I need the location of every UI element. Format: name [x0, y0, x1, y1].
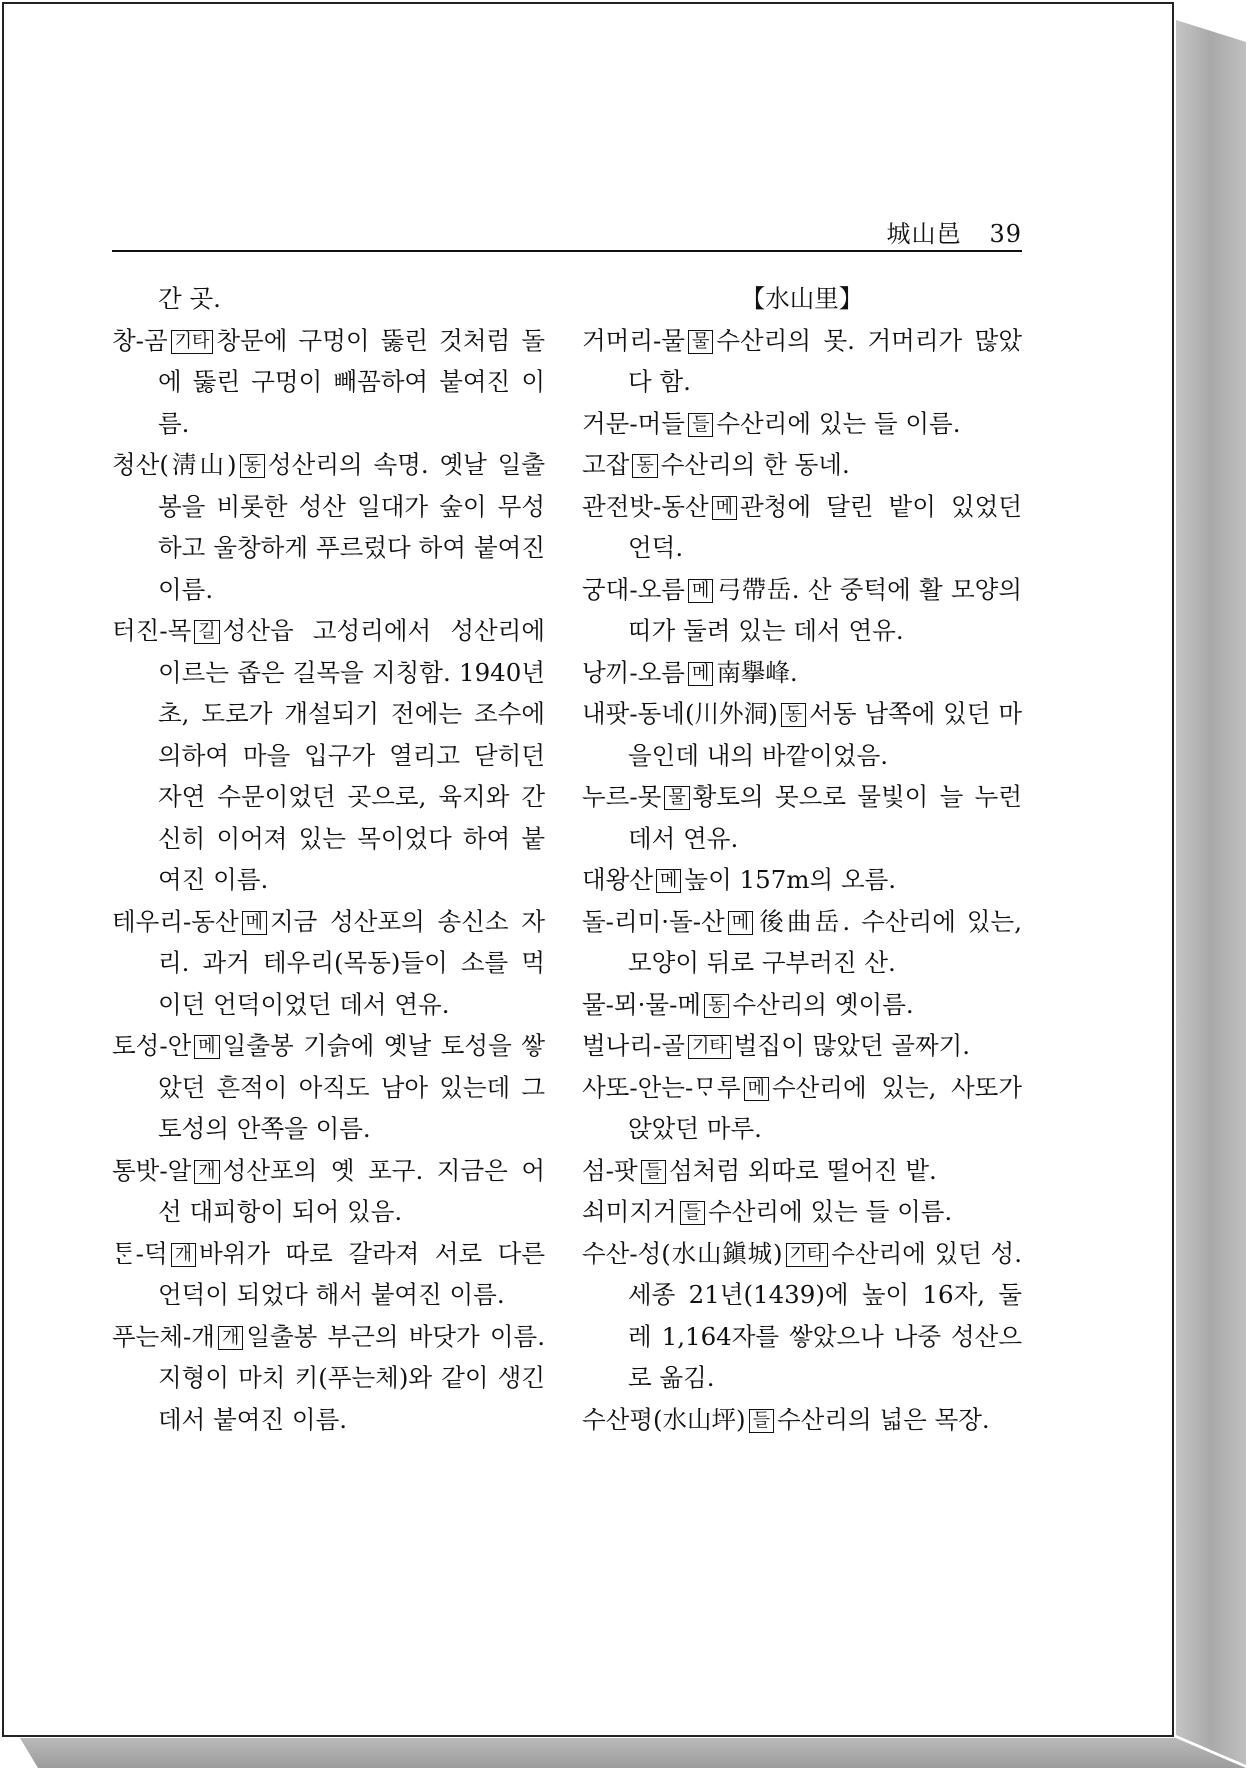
dictionary-entry — [582, 403, 1022, 445]
entry-term: 테우리-동산 — [112, 906, 239, 936]
entry-definition: 황토의 못으로 물빛이 늘 누런 데서 연유. — [628, 782, 1022, 853]
category-tag: 메 — [728, 911, 753, 935]
entry-term: ᄐᆞᆫ-덕 — [112, 1238, 168, 1268]
category-tag: 메 — [744, 1077, 769, 1101]
entry-definition: 바위가 따로 갈라져 서로 다른 언덕이 되었다 해서 붙여진 이름. — [158, 1238, 545, 1309]
dictionary-entry — [582, 1233, 1022, 1399]
category-tag: 동 — [781, 703, 806, 727]
right-column — [582, 278, 1022, 1440]
dictionary-entry — [582, 984, 1022, 1026]
dictionary-entry — [582, 1150, 1022, 1192]
dictionary-entry — [112, 278, 545, 320]
entry-definition: 南擧峰. — [716, 657, 798, 687]
category-tag: 개 — [218, 1326, 243, 1350]
entry-definition: 벌집이 많았던 골짜기. — [733, 1031, 971, 1060]
entry-definition: 수산리의 넓은 목장. — [777, 1404, 990, 1434]
entry-definition: 수산리에 있는, 사또가 앉았던 마루. — [628, 1072, 1022, 1143]
entry-term: 푸는체-개 — [112, 1321, 215, 1351]
dictionary-entry — [582, 1399, 1022, 1441]
entry-term: 수산-성(水山鎭城) — [582, 1238, 783, 1268]
category-tag: 기타 — [171, 330, 214, 354]
category-tag: 메 — [688, 662, 713, 686]
entry-term: 청산(淸山) — [112, 450, 237, 479]
page-stack-edge — [1176, 20, 1246, 1765]
entry-definition: 일출봉 부근의 바닷가 이름. 지형이 마치 키(푸는체)와 같이 생긴 데서 붙여진 이름. — [158, 1321, 545, 1434]
category-tag: 들 — [680, 1201, 705, 1225]
dictionary-entry — [112, 901, 545, 1026]
category-tag: 동 — [632, 454, 657, 478]
section-heading: 【水山里】 — [740, 284, 864, 313]
category-tag: 들 — [749, 1409, 774, 1433]
entry-term: 창-곰 — [112, 325, 168, 355]
dictionary-entry — [112, 1233, 545, 1316]
dictionary-entry — [582, 1025, 1022, 1067]
entry-term: 벌나리-골 — [582, 1031, 685, 1060]
dictionary-entry — [582, 320, 1022, 403]
dictionary-entry — [582, 486, 1022, 569]
entry-definition: 성산읍 고성리에서 성산리에 이르는 좁은 길목을 지칭함. 1940년 초, 도로가 개설되기 전에는 조수에 의하여 마을 입구가 열리고 닫히던 자연 수문이었던 곳으로, 육지와 간신히 이어져 있는 목이었다 하여 붙여진 이름. — [158, 616, 545, 894]
category-tag: 개 — [194, 1160, 219, 1184]
dictionary-entry — [582, 1191, 1022, 1233]
entry-term: 수산평(水山坪) — [582, 1404, 746, 1434]
category-tag: 들 — [641, 1160, 666, 1184]
entry-definition: 성산포의 옛 포구. 지금은 어선 대피항이 되어 있음. — [158, 1155, 545, 1226]
entry-term: 궁대-오름 — [582, 574, 685, 604]
page-stack-bottom — [20, 1738, 1246, 1768]
entry-term: 내팟-동네(川外洞) — [582, 699, 778, 728]
category-tag: 물 — [664, 786, 689, 810]
entry-definition: 수산리에 있는 들 이름. — [716, 408, 961, 438]
entry-definition: 서동 남쪽에 있던 마을인데 내의 바깥이었음. — [628, 699, 1023, 770]
entry-term: 거머리-물 — [582, 325, 685, 355]
entry-term: 사또-안는-ᄆᆞ루 — [582, 1072, 741, 1102]
entry-term: 통밧-알 — [112, 1155, 192, 1185]
entry-term: 섬-팟 — [582, 1155, 638, 1185]
entry-definition: 後曲岳. 수산리에 있는, 모양이 뒤로 구부러진 산. — [628, 906, 1022, 977]
category-tag: 메 — [688, 579, 713, 603]
entry-definition: 수산리에 있던 성. 세종 21년(1439)에 높이 16자, 둘레 1,164자를 쌓았으나 나중 성산으로 옮김. — [628, 1238, 1022, 1392]
entry-term: 관전밧-동산 — [582, 491, 709, 521]
category-tag: 개 — [171, 1243, 196, 1267]
page-number: 39 — [989, 220, 1022, 248]
entry-definition: 수산리의 못. 거머리가 많았다 함. — [628, 325, 1022, 396]
category-tag: 물 — [688, 330, 713, 354]
entry-term: 토성-안 — [112, 1031, 192, 1060]
category-tag: 동 — [704, 994, 729, 1018]
entry-definition: 수산리의 옛이름. — [732, 989, 914, 1019]
entry-term: 쇠미지거 — [582, 1197, 677, 1226]
dictionary-entry — [582, 693, 1022, 776]
entry-definition: 관청에 달린 밭이 있었던 언덕. — [628, 491, 1022, 562]
entry-definition: 弓帶岳. 산 중턱에 활 모양의 띠가 둘려 있는 데서 연유. — [628, 574, 1022, 645]
entry-term: 거문-머들 — [582, 408, 685, 438]
entry-definition: 일출봉 기슭에 옛날 토성을 쌓았던 흔적이 아직도 남아 있는데 그 토성의 안쪽을 이름. — [158, 1031, 545, 1143]
category-tag: 기타 — [688, 1035, 731, 1059]
category-tag: 메 — [656, 869, 681, 893]
entry-definition: 높이 157m의 오름. — [684, 865, 897, 894]
entry-definition: 섬처럼 외따로 떨어진 밭. — [669, 1155, 937, 1185]
dictionary-entry — [582, 569, 1022, 652]
entry-definition: 간 곳. — [158, 284, 221, 313]
dictionary-entry — [112, 1025, 545, 1150]
dictionary-entry — [112, 320, 545, 445]
category-tag: 동 — [240, 454, 265, 478]
category-tag: 메 — [194, 1035, 219, 1059]
entry-definition: 창문에 구멍이 뚫린 것처럼 돌에 뚫린 구멍이 빼꼼하여 붙여진 이름. — [158, 325, 545, 438]
category-tag: 들 — [688, 413, 713, 437]
entry-term: 누르-못 — [582, 782, 662, 811]
category-tag: 메 — [242, 911, 267, 935]
entry-definition: 수산리에 있는 들 이름. — [708, 1197, 953, 1226]
dictionary-entry — [112, 610, 545, 901]
entry-term: 물-뫼·물-메 — [582, 989, 702, 1019]
left-column — [112, 278, 545, 1440]
dictionary-entry — [112, 1316, 545, 1441]
entry-term: 돌-리미·돌-산 — [582, 906, 725, 936]
category-tag: 메 — [712, 496, 737, 520]
header-title: 城山邑 — [886, 220, 962, 248]
dictionary-entry — [582, 776, 1022, 859]
entry-definition: 성산리의 속명. 옛날 일출봉을 비롯한 성산 일대가 숲이 무성하고 울창하게 푸르렀다 하여 붙여진 이름. — [158, 450, 546, 604]
dictionary-entry — [582, 859, 1022, 901]
entry-term: 낭끼-오름 — [582, 657, 685, 687]
category-tag: 길 — [194, 620, 219, 644]
running-header — [112, 210, 1022, 252]
dictionary-entry — [112, 444, 545, 610]
entry-term: 대왕산 — [582, 865, 654, 894]
dictionary-entry — [582, 444, 1022, 486]
category-tag: 기타 — [786, 1243, 829, 1267]
entry-definition: 수산리의 한 동네. — [660, 450, 850, 479]
dictionary-entry — [112, 1150, 545, 1233]
dictionary-entry — [582, 901, 1022, 984]
dictionary-entry — [582, 652, 1022, 694]
dictionary-entry — [582, 1067, 1022, 1150]
entry-term: 터진-목 — [112, 616, 192, 645]
entry-definition: 지금 성산포의 송신소 자리. 과거 테우리(목동)들이 소를 먹이던 언덕이었던 데서 연유. — [158, 906, 545, 1019]
entry-term: 고잡 — [582, 450, 630, 479]
header-text — [886, 214, 1022, 249]
